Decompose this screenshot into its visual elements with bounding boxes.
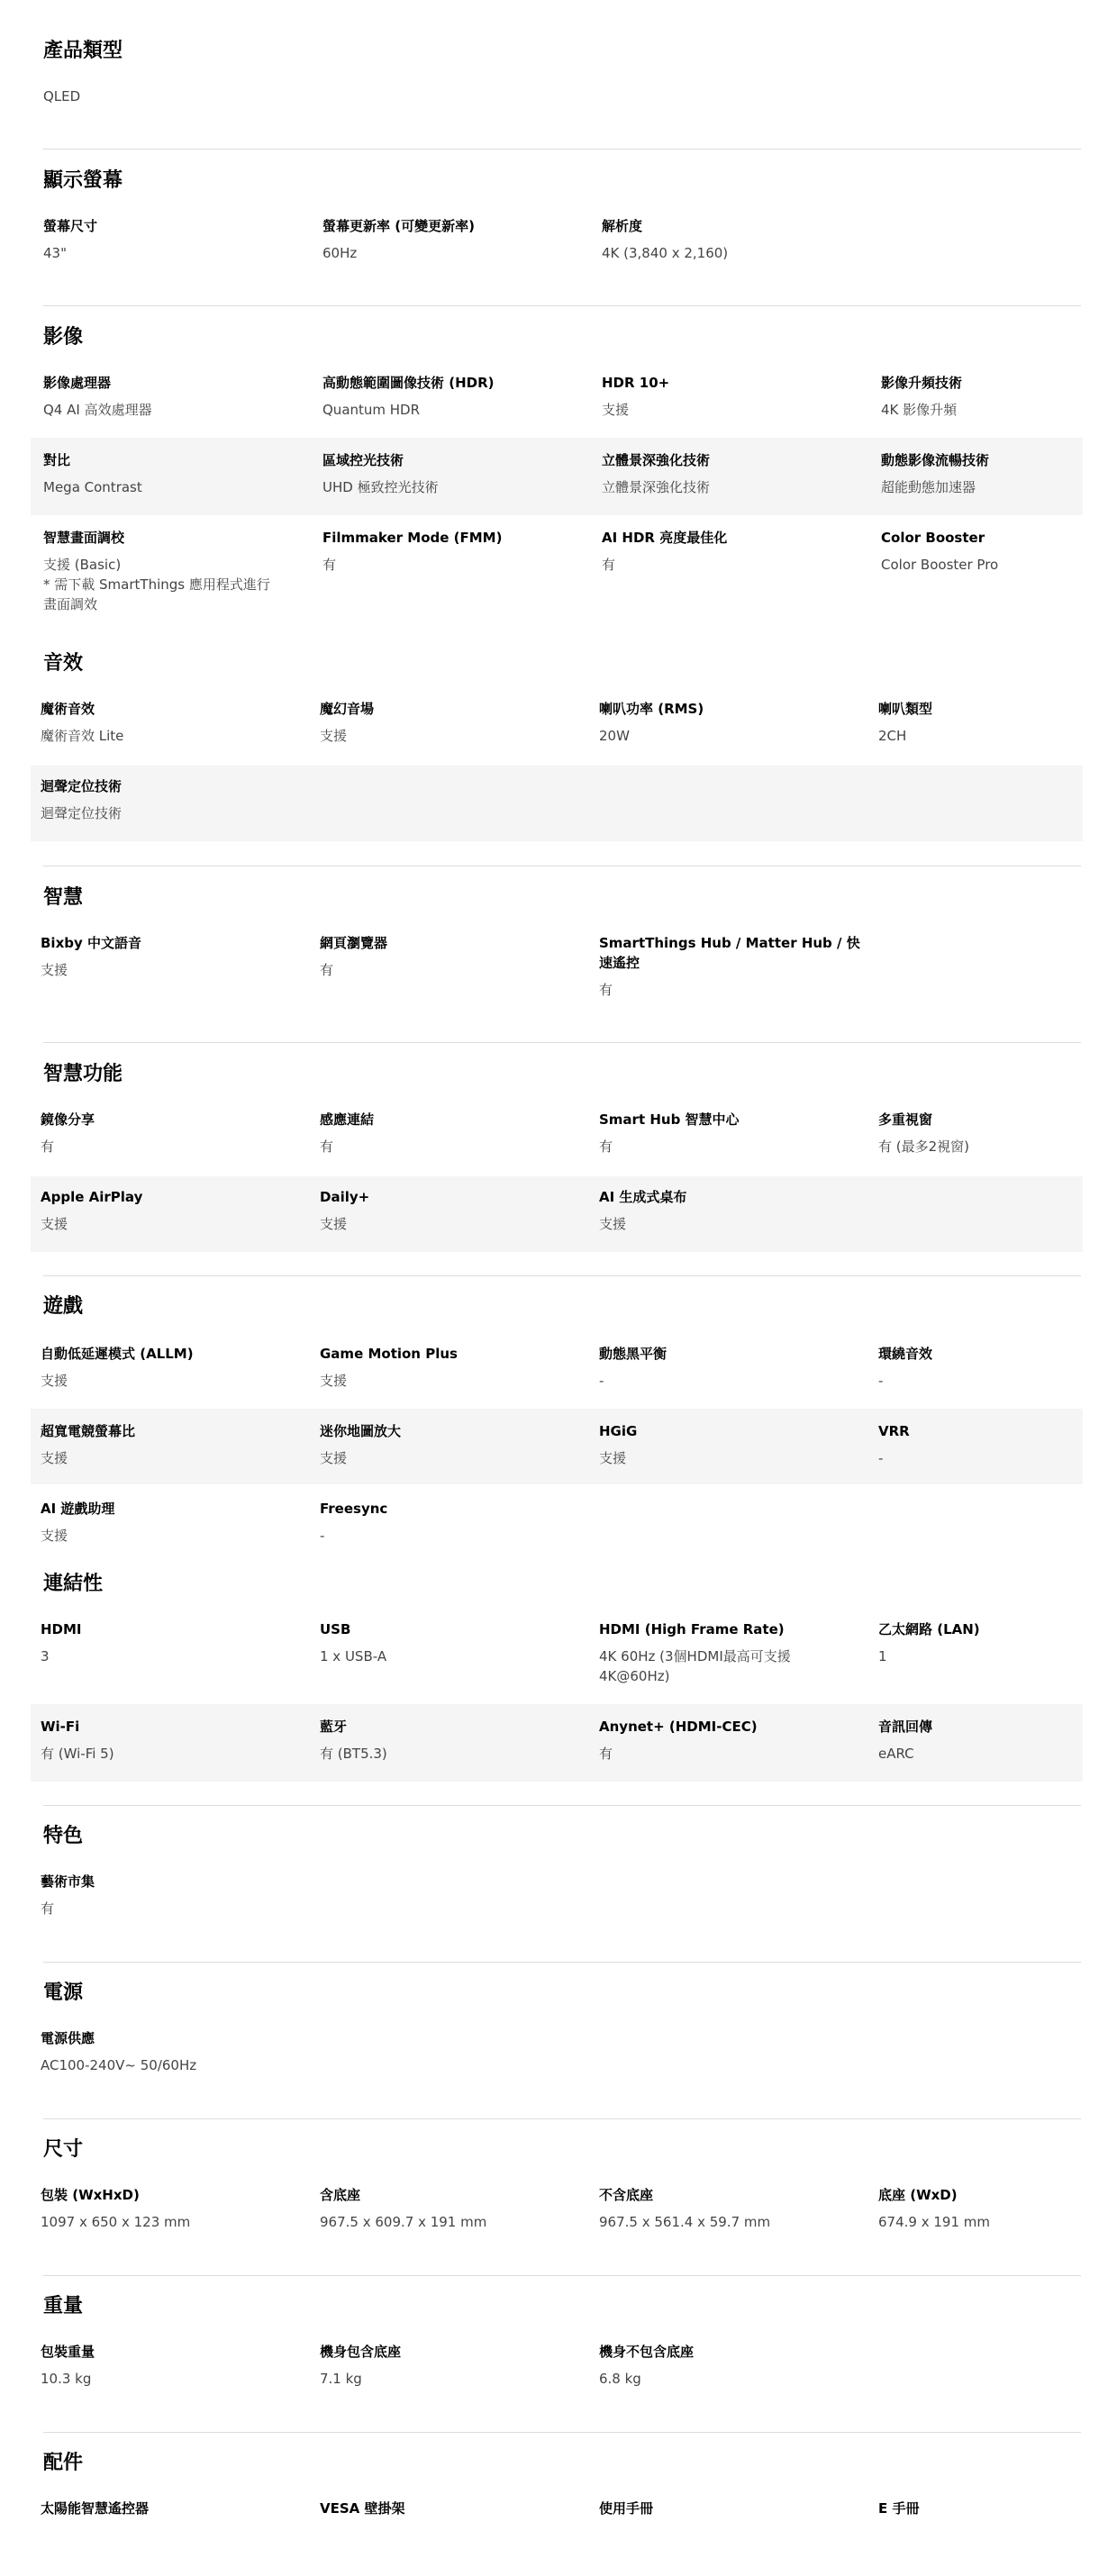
spec-label: Freesync [320, 1501, 388, 1517]
spec-cell [878, 1110, 1117, 1156]
spec-label: 電源供應 [41, 2030, 95, 2046]
spec-label: 對比 [43, 452, 71, 468]
divider [43, 2275, 1081, 2276]
spec-cell [41, 1421, 311, 1468]
section-title: 遊戲 [43, 1295, 84, 1318]
spec-label: Apple AirPlay [41, 1189, 143, 1205]
spec-value: 有 [602, 557, 616, 573]
spec-cell [43, 450, 313, 497]
spec-value: 10.3 kg [41, 2371, 92, 2387]
spec-label: 立體景深強化技術 [602, 452, 711, 468]
spec-label: 影像處理器 [43, 375, 112, 391]
spec-value: 1 x USB-A [320, 1648, 387, 1664]
section-title: 音效 [43, 652, 84, 675]
spec-label: 解析度 [602, 218, 643, 234]
spec-value: 967.5 x 561.4 x 59.7 mm [599, 2214, 771, 2230]
spec-value: 有 (最多2視窗) [878, 1138, 970, 1155]
spec-label: 動態黑平衡 [599, 1346, 667, 1362]
spec-cell [320, 1110, 590, 1156]
spec-label: HDR 10+ [602, 375, 670, 391]
spec-label: Daily+ [320, 1189, 370, 1205]
spec-label: 影像升頻技術 [881, 375, 963, 391]
divider [43, 1275, 1081, 1276]
spec-cell [322, 450, 593, 497]
spec-cell [878, 2185, 1117, 2232]
spec-value: 魔術音效 Lite [41, 728, 124, 744]
spec-cell [322, 373, 593, 420]
spec-value: - [599, 1373, 604, 1389]
divider [43, 1042, 1081, 1043]
spec-cell [878, 699, 1117, 746]
spec-label: 包裝 (WxHxD) [41, 2187, 140, 2203]
spec-value: 7.1 kg [320, 2371, 362, 2387]
spec-value: 有 (Wi-Fi 5) [41, 1746, 114, 1762]
spec-label: 喇叭功率 (RMS) [599, 701, 704, 717]
spec-cell [41, 1872, 311, 1918]
spec-value: Quantum HDR [322, 402, 421, 418]
spec-cell [41, 776, 311, 823]
spec-cell [878, 1619, 1117, 1666]
spec-cell [41, 2028, 311, 2075]
spec-label: 使用手冊 [599, 2500, 654, 2517]
spec-value: 超能動態加速器 [881, 479, 976, 495]
spec-cell [320, 1421, 590, 1468]
spec-label: AI HDR 亮度最佳化 [602, 530, 728, 546]
spec-cell [602, 528, 872, 575]
spec-value: 有 (BT5.3) [320, 1746, 387, 1762]
section-title: 電源 [43, 1982, 84, 2004]
section-title: 配件 [43, 2452, 84, 2474]
spec-label: 多重視窗 [878, 1111, 933, 1128]
spec-cell [599, 2342, 869, 2389]
spec-label: 鏡像分享 [41, 1111, 95, 1128]
spec-label: USB [320, 1621, 351, 1637]
spec-cell [320, 2185, 590, 2232]
spec-cell [878, 1717, 1117, 1764]
spec-label: 藝術市集 [41, 1873, 95, 1890]
spec-cell [881, 528, 1117, 575]
spec-cell [878, 1421, 1117, 1468]
spec-label: 網頁瀏覽器 [320, 935, 388, 951]
spec-cell [320, 933, 590, 980]
spec-cell [320, 1619, 590, 1666]
spec-value: 支援 [320, 1450, 348, 1466]
spec-value: 支援 [320, 1373, 348, 1389]
spec-label: 乙太網路 (LAN) [878, 1621, 980, 1637]
spec-value: 2CH [878, 728, 907, 744]
spec-cell [602, 373, 872, 420]
divider [43, 149, 1081, 150]
spec-label: 智慧畫面調校 [43, 530, 125, 546]
spec-cell [320, 1187, 590, 1234]
spec-label: 機身不包含底座 [599, 2344, 695, 2360]
divider [43, 1805, 1081, 1806]
spec-cell [41, 1499, 311, 1546]
spec-label: 超寬電競螢幕比 [41, 1423, 136, 1439]
spec-value: 1097 x 650 x 123 mm [41, 2214, 191, 2230]
spec-label: 包裝重量 [41, 2344, 95, 2360]
spec-label: 喇叭類型 [878, 701, 933, 717]
spec-label: Wi-Fi [41, 1719, 80, 1735]
section-title: 連結性 [43, 1573, 104, 1595]
spec-cell [599, 1110, 869, 1156]
spec-cell [599, 933, 869, 1000]
spec-cell [41, 1619, 311, 1666]
spec-label: HGiG [599, 1423, 638, 1439]
spec-value: 支援 [599, 1216, 627, 1232]
spec-label: 不含底座 [599, 2187, 654, 2203]
spec-value: 20W [599, 728, 630, 744]
spec-cell [41, 1717, 311, 1764]
spec-value: Q4 AI 高效處理器 [43, 402, 152, 418]
section-title: 重量 [43, 2295, 84, 2317]
spec-value: 43" [43, 245, 67, 261]
spec-label: 太陽能智慧遙控器 [41, 2500, 150, 2517]
spec-value: 支援 [320, 728, 348, 744]
spec-value: 有 [320, 1138, 334, 1155]
spec-label: 機身包含底座 [320, 2344, 402, 2360]
spec-cell [599, 1717, 869, 1764]
spec-label: 自動低延遲模式 (ALLM) [41, 1346, 194, 1362]
spec-value: 支援 [599, 1450, 627, 1466]
spec-value: 支援 [41, 1373, 68, 1389]
spec-cell [881, 373, 1117, 420]
spec-cell [43, 216, 313, 263]
spec-value: Color Booster Pro [881, 557, 999, 573]
spec-cell [878, 1344, 1117, 1391]
spec-label: E 手冊 [878, 2500, 920, 2517]
spec-cell [599, 1344, 869, 1391]
spec-label: 感應連結 [320, 1111, 375, 1128]
divider [43, 2432, 1081, 2433]
spec-value: 有 [41, 1138, 55, 1155]
spec-label: Game Motion Plus [320, 1346, 458, 1362]
spec-value: 1 [878, 1648, 887, 1664]
spec-value: 4K 60Hz (3個HDMI最高可支援 4K@60Hz) [599, 1648, 791, 1684]
spec-cell [43, 528, 313, 614]
spec-cell [41, 2499, 311, 2518]
spec-value: 有 [599, 982, 613, 998]
spec-cell [320, 1499, 590, 1546]
spec-label: 環繞音效 [878, 1346, 933, 1362]
spec-cell [599, 699, 869, 746]
spec-value: 有 [599, 1746, 613, 1762]
spec-value: 支援 [41, 1450, 68, 1466]
spec-value: 有 [41, 1900, 55, 1917]
spec-value: AC100-240V~ 50/60Hz [41, 2057, 197, 2073]
spec-label: 底座 (WxD) [878, 2187, 958, 2203]
spec-label: Bixby 中文語音 [41, 935, 141, 951]
spec-cell [41, 2342, 311, 2389]
spec-value: 支援 (Basic) * 需下載 SmartThings 應用程式進行 畫面調效 [43, 557, 270, 612]
spec-value: 3 [41, 1648, 50, 1664]
section-title: 顯示螢幕 [43, 169, 123, 192]
spec-label: 含底座 [320, 2187, 361, 2203]
spec-label: VESA 壁掛架 [320, 2500, 405, 2517]
spec-value: 支援 [602, 402, 630, 418]
spec-cell [322, 528, 593, 575]
spec-cell [599, 2499, 869, 2518]
section-title: 影像 [43, 326, 84, 349]
spec-label: HDMI [41, 1621, 82, 1637]
spec-value: 迴聲定位技術 [41, 805, 123, 821]
spec-cell [322, 216, 593, 263]
spec-label: 音訊回傳 [878, 1719, 933, 1735]
spec-label: 魔幻音場 [320, 701, 375, 717]
spec-label: Color Booster [881, 530, 985, 546]
spec-label: 魔術音效 [41, 701, 95, 717]
spec-cell [41, 699, 311, 746]
spec-value: 支援 [41, 962, 68, 978]
spec-cell [320, 2342, 590, 2389]
section-title: 特色 [43, 1825, 84, 1847]
spec-label: VRR [878, 1423, 910, 1439]
spec-label: 高動態範圍圖像技術 (HDR) [322, 375, 495, 391]
spec-label: 區域控光技術 [322, 452, 404, 468]
spec-cell [41, 933, 311, 980]
spec-value: - [878, 1450, 884, 1466]
section-title: 智慧功能 [43, 1063, 123, 1085]
spec-value: 60Hz [322, 245, 358, 261]
spec-cell [878, 2499, 1117, 2518]
spec-label: Anynet+ (HDMI-CEC) [599, 1719, 758, 1735]
section-title: 產品類型 [43, 40, 123, 62]
spec-value: QLED [43, 88, 81, 104]
divider [43, 1962, 1081, 1963]
spec-label: AI 遊戲助理 [41, 1501, 115, 1517]
spec-label: 螢幕尺寸 [43, 218, 98, 234]
spec-value: 674.9 x 191 mm [878, 2214, 990, 2230]
spec-label: 藍牙 [320, 1719, 348, 1735]
spec-value: UHD 極致控光技術 [322, 479, 439, 495]
spec-cell [320, 1717, 590, 1764]
spec-label: SmartThings Hub / Matter Hub / 快 速遙控 [599, 935, 860, 971]
spec-label: 螢幕更新率 (可變更新率) [322, 218, 475, 234]
spec-cell [41, 2185, 311, 2232]
spec-value: 支援 [41, 1216, 68, 1232]
section-title: 尺寸 [43, 2138, 84, 2161]
spec-value: 有 [599, 1138, 613, 1155]
spec-label: Filmmaker Mode (FMM) [322, 530, 503, 546]
spec-cell [43, 373, 313, 420]
spec-cell [41, 1344, 311, 1391]
spec-cell [599, 1421, 869, 1468]
spec-cell [41, 1187, 311, 1234]
divider [43, 2118, 1081, 2119]
spec-value: 立體景深強化技術 [602, 479, 711, 495]
spec-value: 有 [320, 962, 334, 978]
section-title: 智慧 [43, 886, 84, 909]
spec-cell [602, 450, 872, 497]
spec-label: Smart Hub 智慧中心 [599, 1111, 740, 1128]
spec-value: 有 [322, 557, 337, 573]
spec-label: HDMI (High Frame Rate) [599, 1621, 785, 1637]
spec-value: - [878, 1373, 884, 1389]
spec-cell [602, 216, 872, 263]
spec-label: 動態影像流暢技術 [881, 452, 990, 468]
spec-cell [599, 1187, 869, 1234]
spec-cell [599, 2185, 869, 2232]
divider [43, 305, 1081, 306]
spec-value: 6.8 kg [599, 2371, 641, 2387]
spec-cell [881, 450, 1117, 497]
spec-value: 4K (3,840 x 2,160) [602, 245, 729, 261]
spec-value: 4K 影像升頻 [881, 402, 958, 418]
spec-label: 迷你地圖放大 [320, 1423, 402, 1439]
spec-value: eARC [878, 1746, 914, 1762]
spec-value: 967.5 x 609.7 x 191 mm [320, 2214, 487, 2230]
spec-value: - [320, 1528, 325, 1544]
spec-cell [599, 1619, 869, 1686]
spec-cell [41, 1110, 311, 1156]
spec-label: AI 生成式桌布 [599, 1189, 687, 1205]
spec-cell [320, 2499, 590, 2518]
spec-value: 支援 [41, 1528, 68, 1544]
spec-label: 迴聲定位技術 [41, 778, 123, 794]
spec-cell [320, 1344, 590, 1391]
spec-value: 支援 [320, 1216, 348, 1232]
spec-cell [320, 699, 590, 746]
spec-value: Mega Contrast [43, 479, 142, 495]
